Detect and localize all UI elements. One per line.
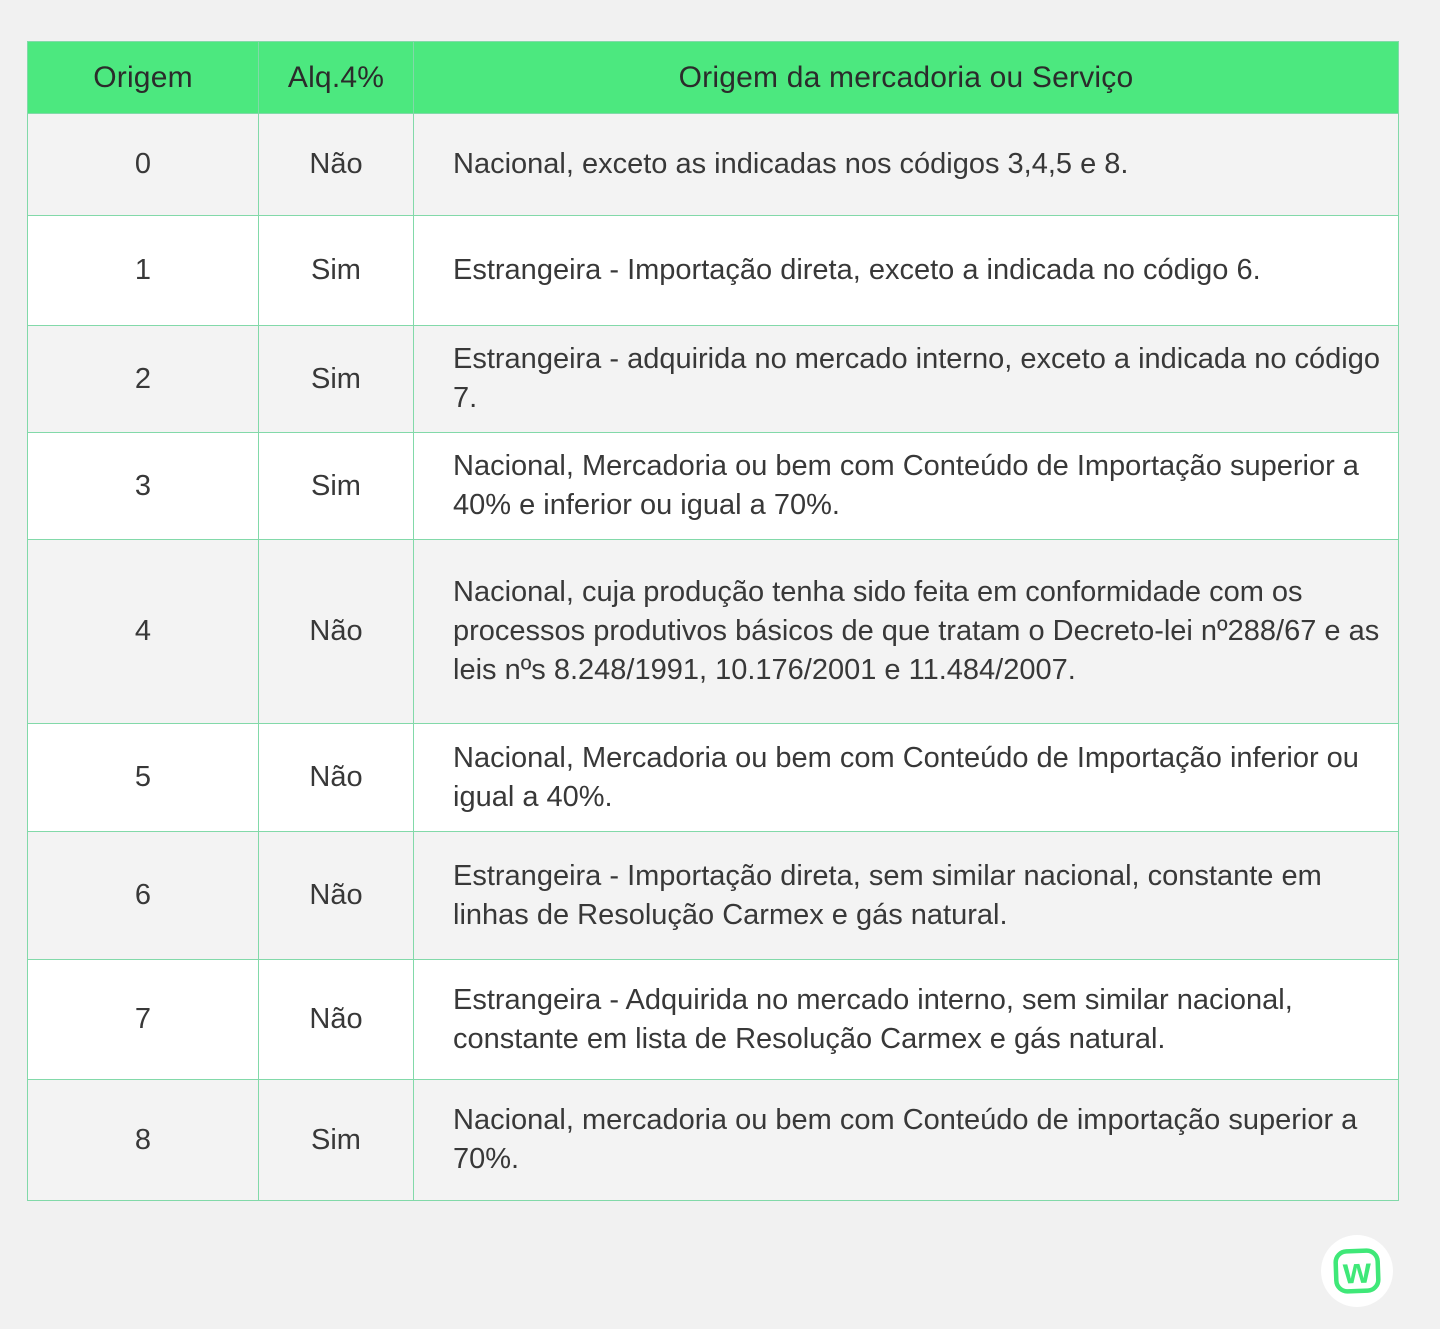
origem-code-cell: 4 [28,540,259,724]
descricao-cell: Nacional, exceto as indicadas nos códigos 3,4,5 e 8. [414,114,1399,216]
table-header-row [28,42,1399,114]
alq4-cell: Não [259,960,414,1080]
alq4-cell: Sim [259,1080,414,1201]
table-row [28,326,1399,433]
origem-code-cell: 5 [28,724,259,832]
table-row [28,1080,1399,1201]
origem-code-cell: 2 [28,326,259,433]
header-origem: Origem [28,42,259,114]
descricao-cell: Estrangeira - adquirida no mercado interno, exceto a indicada no código 7. [414,326,1399,433]
descricao-cell: Nacional, cuja produção tenha sido feita em conformidade com os processos produtivos básicos de que tratam o Decreto-lei nº288/67 e as leis nºs 8.248/1991, 10.176/2001 e 11.484/2007. [414,540,1399,724]
descricao-cell: Nacional, mercadoria ou bem com Conteúdo de importação superior a 70%. [414,1080,1399,1201]
header-descricao: Origem da mercadoria ou Serviço [414,42,1399,114]
table-row [28,960,1399,1080]
origem-code-cell: 1 [28,216,259,326]
table-row [28,114,1399,216]
origem-code-cell: 3 [28,433,259,540]
table-row [28,433,1399,540]
origem-code-cell: 8 [28,1080,259,1201]
w-logo-icon [1328,1242,1386,1300]
table-row [28,832,1399,960]
table-row [28,216,1399,326]
table-row [28,540,1399,724]
descricao-cell: Nacional, Mercadoria ou bem com Conteúdo de Importação inferior ou igual a 40%. [414,724,1399,832]
alq4-cell: Não [259,540,414,724]
alq4-cell: Não [259,724,414,832]
descricao-cell: Nacional, Mercadoria ou bem com Conteúdo de Importação superior a 40% e inferior ou igual a 70%. [414,433,1399,540]
alq4-cell: Sim [259,216,414,326]
table-body [28,114,1399,1201]
origem-code-cell: 6 [28,832,259,960]
header-alq4: Alq.4% [259,42,414,114]
descricao-cell: Estrangeira - Importação direta, exceto a indicada no código 6. [414,216,1399,326]
descricao-cell: Estrangeira - Adquirida no mercado interno, sem similar nacional, constante em lista de Resolução Carmex e gás natural. [414,960,1399,1080]
table-row [28,724,1399,832]
alq4-cell: Não [259,832,414,960]
origem-code-cell: 7 [28,960,259,1080]
alq4-cell: Não [259,114,414,216]
descricao-cell: Estrangeira - Importação direta, sem similar nacional, constante em linhas de Resolução Carmex e gás natural. [414,832,1399,960]
origem-table [27,41,1399,1201]
alq4-cell: Sim [259,326,414,433]
brand-logo [1321,1235,1393,1307]
alq4-cell: Sim [259,433,414,540]
svg-text:w: w [1342,1249,1372,1292]
origem-code-cell: 0 [28,114,259,216]
